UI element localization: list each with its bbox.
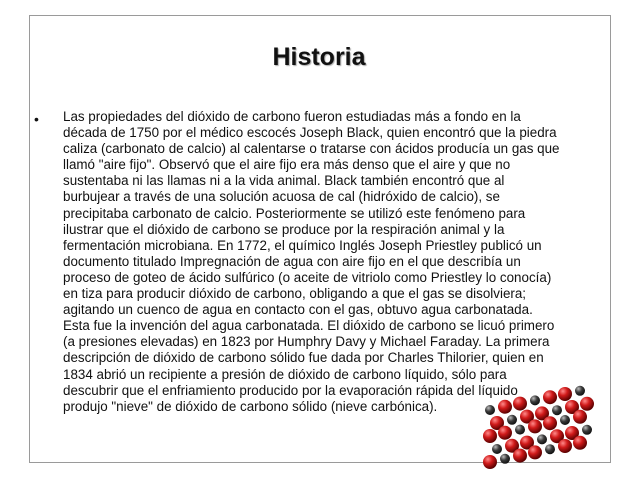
body-line: (a presiones elevadas) en 1823 por Humphry Davy y Michael Faraday. La primera [63, 334, 550, 350]
body-line: precipitaba carbonato de calcio. Posteriormente se utilizó este fenómeno para [63, 205, 526, 221]
body-line: proceso de goteo de ácido sulfúrico (o aceite de vitriolo como Priestley lo conocía) [63, 269, 552, 285]
body-line: documento titulado Impregnación de agua con aire fijo en el que describía un [63, 253, 521, 269]
bullet-marker: • [34, 111, 39, 127]
body-line: Las propiedades del dióxido de carbono fueron estudiadas más a fondo en la [63, 109, 521, 124]
body-line: agitando un cuenco de agua en contacto con el gas, obtuvo agua carbonatada. [63, 302, 533, 318]
body-line: descubrir que el enfriamiento producido por la evaporación rápida del líquido [63, 382, 518, 398]
body-line: descripción de dióxido de carbono sólido fue dada por Charles Thilorier, quien en [63, 350, 544, 366]
body-paragraph [63, 109, 608, 415]
body-line: llamó "aire fijo". Observó que el aire fijo era más denso que el aire y que no [63, 157, 511, 173]
body-line: 1834 abrió un recipiente a presión de dióxido de carbono líquido, sólo para [63, 366, 507, 382]
body-line: Esta fue la invención del agua carbonatada. El dióxido de carbono se licuó primero [63, 318, 555, 334]
body-line: caliza (carbonato de calcio) al calentarse o tratarse con ácidos producía un gas que [63, 141, 560, 157]
body-line: burbujear a través de una solución acuosa de cal (hidróxido de calcio), se [63, 189, 500, 205]
body-line: década de 1750 por el médico escocés Joseph Black, quien encontró que la piedra [63, 125, 557, 141]
slide-title: Historia [272, 43, 366, 71]
body-line: sustentaba ni las llamas ni a la vida animal. Black también encontró que al [63, 173, 505, 189]
co2-molecular-lattice-icon [478, 384, 596, 476]
body-line: fermentación microbiana. En 1772, el químico Inglés Joseph Priestley publicó un [63, 237, 542, 253]
body-line: produjo "nieve" de dióxido de carbono sólido (nieve carbónica). [63, 398, 438, 414]
body-line: en tiza para producir dióxido de carbono, obligando a que el gas se disolviera; [63, 286, 527, 302]
body-line: ilustrar que el dióxido de carbono se produce por la respiración animal y la [63, 221, 505, 237]
